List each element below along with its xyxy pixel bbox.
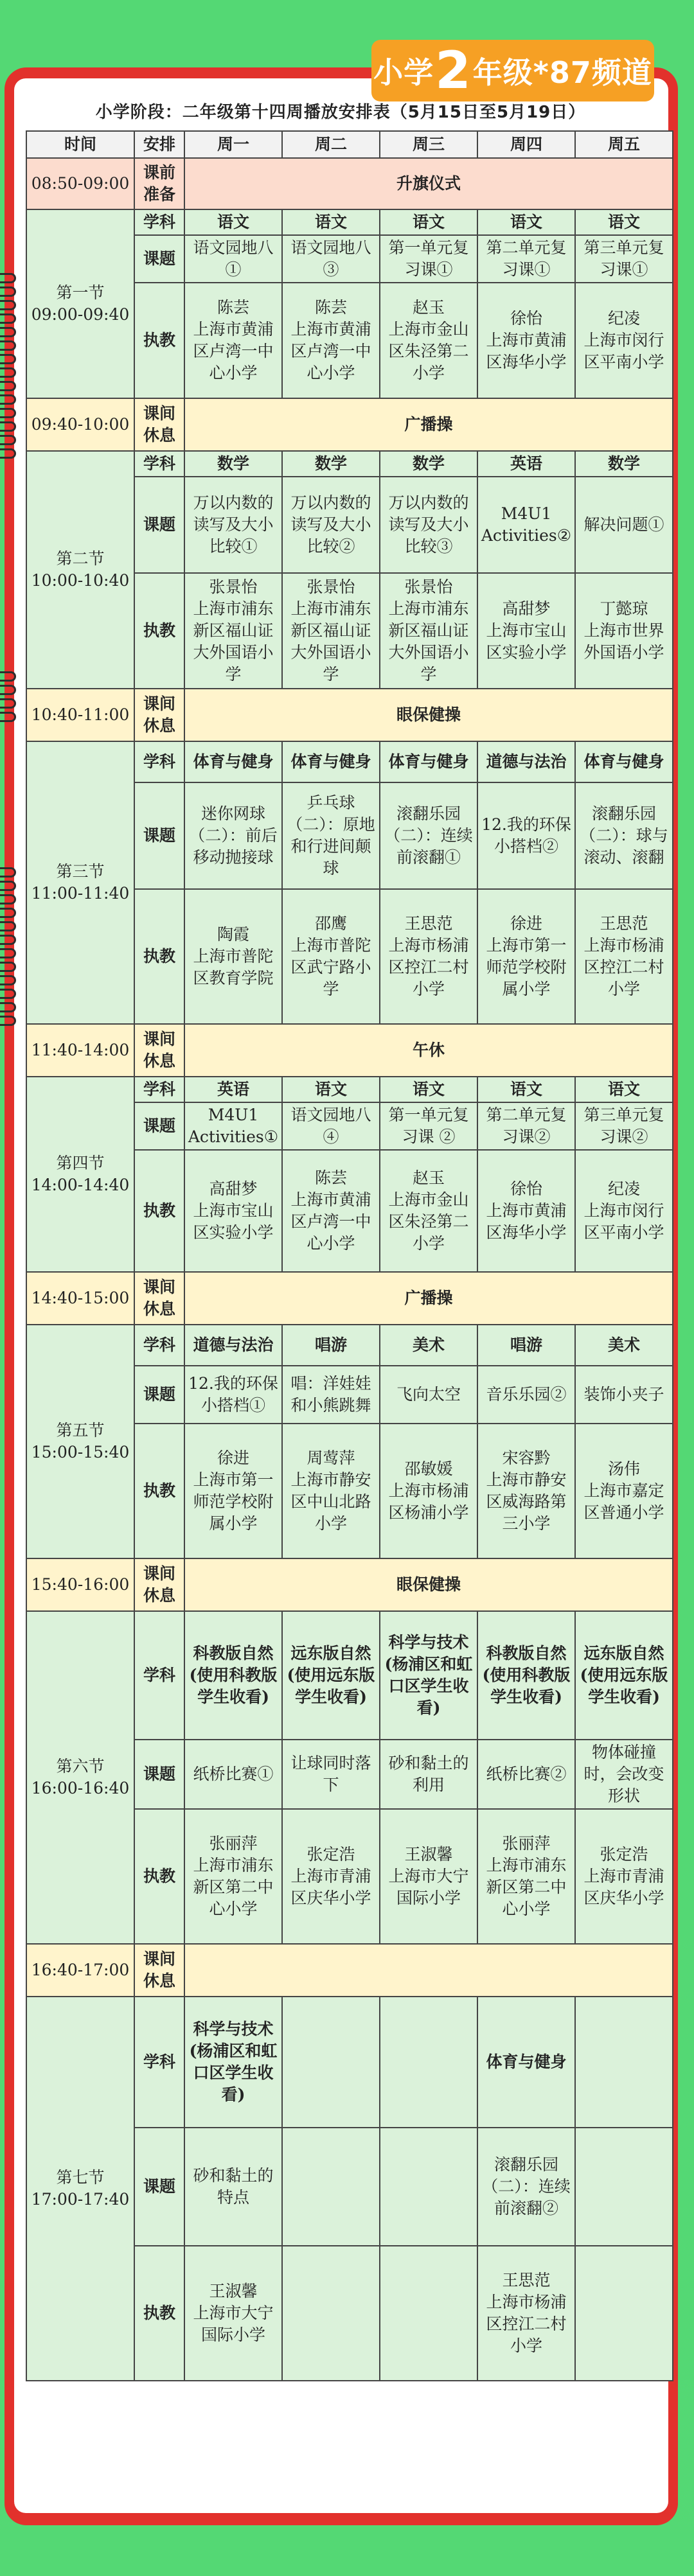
teacher-cell (282, 2246, 380, 2381)
activity-cell: 午休 (184, 1024, 673, 1077)
arrangement-cell: 课间休息 (134, 1272, 184, 1325)
flag-ceremony-row (26, 158, 673, 209)
topic-cell: 第一单元复习课 ② (380, 1102, 477, 1150)
period-time-cell: 第七节 17:00-17:40 (26, 1997, 134, 2381)
time-cell: 10:40-11:00 (26, 689, 134, 741)
column-header: 周一 (184, 131, 282, 158)
subject-cell: 语文 (282, 1077, 380, 1102)
subject-cell: 英语 (184, 1077, 282, 1102)
arrangement-cell: 课间休息 (134, 398, 184, 451)
topic-cell: 语文园地八① (184, 235, 282, 283)
column-header: 安排 (134, 131, 184, 158)
binder-rings-3 (0, 864, 18, 1029)
topic-cell: 12.我的环保小搭档② (477, 782, 575, 889)
teacher-cell: 徐怡 上海市黄浦区海华小学 (477, 283, 575, 398)
subject-cell: 科教版自然 (使用科教版学生收看) (477, 1611, 575, 1740)
break-row (26, 689, 673, 741)
row-label-cell: 课题 (134, 1102, 184, 1150)
period-row (26, 451, 673, 477)
row-label-cell: 学科 (134, 1997, 184, 2128)
topic-cell: 12.我的环保小搭档① (184, 1366, 282, 1424)
subject-cell: 科学与技术 (杨浦区和虹口区学生收看) (380, 1611, 477, 1740)
teacher-cell: 王思范 上海市杨浦区控江二村小学 (477, 2246, 575, 2381)
row-label-cell: 执教 (134, 573, 184, 689)
badge-suffix: 年级*87频道 (472, 55, 652, 90)
header-row (26, 131, 673, 158)
topic-cell: 装饰小夹子 (575, 1366, 673, 1424)
subject-cell: 体育与健身 (282, 741, 380, 782)
activity-cell (184, 1944, 673, 1997)
subject-cell: 远东版自然 (使用远东版学生收看) (575, 1611, 673, 1740)
topic-cell: 砂和黏土的特点 (184, 2128, 282, 2246)
row-label-cell: 学科 (134, 1611, 184, 1740)
topic-cell: 物体碰撞时，会改变形状 (575, 1740, 673, 1809)
subject-cell: 体育与健身 (575, 741, 673, 782)
subject-cell: 体育与健身 (477, 1997, 575, 2128)
topic-cell: 第三单元复习课① (575, 235, 673, 283)
activity-cell: 眼保健操 (184, 689, 673, 741)
topic-cell: 万以内数的读写及大小比较③ (380, 477, 477, 573)
row-label-cell: 学科 (134, 1325, 184, 1366)
subject-cell: 道德与法治 (184, 1325, 282, 1366)
topic-cell: 让球同时落下 (282, 1740, 380, 1809)
activity-cell: 广播操 (184, 1272, 673, 1325)
subject-cell (575, 1997, 673, 2128)
time-cell: 11:40-14:00 (26, 1024, 134, 1077)
arrangement-cell: 课间休息 (134, 1558, 184, 1611)
teacher-cell: 王淑馨 上海市大宁国际小学 (184, 2246, 282, 2381)
row-label-cell: 执教 (134, 283, 184, 398)
teacher-cell: 陶霞 上海市普陀区教育学院 (184, 889, 282, 1024)
subject-cell: 语文 (575, 209, 673, 235)
topic-cell: M4U1 Activities① (184, 1102, 282, 1150)
subject-cell: 语文 (575, 1077, 673, 1102)
teacher-cell: 王淑馨 上海市大宁国际小学 (380, 1809, 477, 1944)
period-time-cell: 第六节 16:00-16:40 (26, 1611, 134, 1944)
topic-cell: 解决问题① (575, 477, 673, 573)
teacher-cell: 丁懿琼 上海市世界外国语小学 (575, 573, 673, 689)
teacher-cell: 周莺萍 上海市静安区中山北路小学 (282, 1424, 380, 1558)
teacher-cell: 赵玉 上海市金山区朱泾第二小学 (380, 1150, 477, 1272)
topic-cell: 音乐乐园② (477, 1366, 575, 1424)
topic-cell: 唱：洋娃娃和小熊跳舞 (282, 1366, 380, 1424)
subject-cell: 英语 (477, 451, 575, 477)
subject-cell: 美术 (575, 1325, 673, 1366)
schedule-table (26, 130, 673, 2381)
teacher-cell: 徐进 上海市第一师范学校附属小学 (184, 1424, 282, 1558)
teacher-cell: 汤伟 上海市嘉定区普通小学 (575, 1424, 673, 1558)
teacher-cell: 张景怡 上海市浦东新区福山证大外国语小学 (282, 573, 380, 689)
teacher-cell: 徐怡 上海市黄浦区海华小学 (477, 1150, 575, 1272)
subject-cell: 数学 (575, 451, 673, 477)
topic-cell (282, 2128, 380, 2246)
column-header: 周二 (282, 131, 380, 158)
row-label-cell: 课题 (134, 235, 184, 283)
arrangement-cell: 课间休息 (134, 1944, 184, 1997)
topic-cell: 飞向太空 (380, 1366, 477, 1424)
teacher-cell (575, 2246, 673, 2381)
subject-cell: 远东版自然 (使用远东版学生收看) (282, 1611, 380, 1740)
row-label-cell: 课题 (134, 477, 184, 573)
subject-cell: 语文 (380, 209, 477, 235)
subject-cell: 语文 (477, 1077, 575, 1102)
subject-cell: 体育与健身 (184, 741, 282, 782)
topic-cell: 纸桥比赛② (477, 1740, 575, 1809)
teacher-cell (380, 2246, 477, 2381)
period-time-cell: 第一节 09:00-09:40 (26, 209, 134, 398)
subject-cell: 科教版自然 (使用科教版学生收看) (184, 1611, 282, 1740)
teacher-cell: 纪凌 上海市闵行区平南小学 (575, 1150, 673, 1272)
row-label-cell: 课题 (134, 2128, 184, 2246)
time-cell: 09:40-10:00 (26, 398, 134, 451)
period-row (26, 1997, 673, 2128)
period-row (26, 1077, 673, 1102)
teacher-cell: 邵鹰 上海市普陀区武宁路小学 (282, 889, 380, 1024)
subject-cell: 语文 (477, 209, 575, 235)
topic-cell: 语文园地八④ (282, 1102, 380, 1150)
teacher-cell: 宋容黔 上海市静安区威海路第三小学 (477, 1424, 575, 1558)
topic-cell: 第一单元复习课① (380, 235, 477, 283)
time-cell: 16:40-17:00 (26, 1944, 134, 1997)
subject-cell: 语文 (380, 1077, 477, 1102)
row-label-cell: 课题 (134, 1366, 184, 1424)
period-time-cell: 第三节 11:00-11:40 (26, 741, 134, 1024)
row-label-cell: 执教 (134, 1424, 184, 1558)
period-row (26, 1611, 673, 1740)
subject-cell: 数学 (380, 451, 477, 477)
subject-cell (380, 1997, 477, 2128)
teacher-cell: 高甜梦 上海市宝山区实验小学 (477, 573, 575, 689)
teacher-cell: 王思范 上海市杨浦区控江二村小学 (575, 889, 673, 1024)
topic-cell: M4U1 Activities② (477, 477, 575, 573)
subject-cell: 数学 (282, 451, 380, 477)
topic-cell: 砂和黏土的利用 (380, 1740, 477, 1809)
badge-grade: 2 (435, 40, 472, 100)
badge-prefix: 小学 (373, 55, 434, 90)
teacher-cell: 陈芸 上海市黄浦区卢湾一中心小学 (282, 283, 380, 398)
teacher-cell: 徐进 上海市第一师范学校附属小学 (477, 889, 575, 1024)
topic-cell: 万以内数的读写及大小比较② (282, 477, 380, 573)
arrangement-cell: 课前准备 (134, 158, 184, 209)
break-row (26, 1944, 673, 1997)
period-time-cell: 第五节 15:00-15:40 (26, 1325, 134, 1558)
row-label-cell: 学科 (134, 209, 184, 235)
teacher-cell: 张定浩 上海市青浦区庆华小学 (575, 1809, 673, 1944)
teacher-cell: 张景怡 上海市浦东新区福山证大外国语小学 (380, 573, 477, 689)
teacher-cell: 王思范 上海市杨浦区控江二村小学 (380, 889, 477, 1024)
row-label-cell: 课题 (134, 782, 184, 889)
row-label-cell: 学科 (134, 741, 184, 782)
topic-cell: 乒乓球（二）：原地和行进间颠球 (282, 782, 380, 889)
subject-cell: 唱游 (477, 1325, 575, 1366)
subject-cell: 科学与技术 (杨浦区和虹口区学生收看) (184, 1997, 282, 2128)
teacher-cell: 张丽萍 上海市浦东新区第二中心小学 (184, 1809, 282, 1944)
break-row (26, 1272, 673, 1325)
teacher-cell: 赵玉 上海市金山区朱泾第二小学 (380, 283, 477, 398)
row-label-cell: 学科 (134, 451, 184, 477)
subject-cell (282, 1997, 380, 2128)
break-row (26, 398, 673, 451)
column-header: 周四 (477, 131, 575, 158)
period-time-cell: 第二节 10:00-10:40 (26, 451, 134, 689)
teacher-cell: 张丽萍 上海市浦东新区第二中心小学 (477, 1809, 575, 1944)
subject-cell: 唱游 (282, 1325, 380, 1366)
teacher-cell: 张定浩 上海市青浦区庆华小学 (282, 1809, 380, 1944)
period-row (26, 741, 673, 782)
teacher-cell: 陈芸 上海市黄浦区卢湾一中心小学 (282, 1150, 380, 1272)
teacher-cell: 纪凌 上海市闵行区平南小学 (575, 283, 673, 398)
column-header: 周三 (380, 131, 477, 158)
topic-cell: 语文园地八③ (282, 235, 380, 283)
period-time-cell: 第四节 14:00-14:40 (26, 1077, 134, 1272)
topic-cell (575, 2128, 673, 2246)
row-label-cell: 执教 (134, 1809, 184, 1944)
time-cell: 15:40-16:00 (26, 1558, 134, 1611)
topic-cell: 纸桥比赛① (184, 1740, 282, 1809)
arrangement-cell: 课间休息 (134, 689, 184, 741)
teacher-cell: 邵敏媛 上海市杨浦区杨浦小学 (380, 1424, 477, 1558)
column-header: 时间 (26, 131, 134, 158)
row-label-cell: 学科 (134, 1077, 184, 1102)
activity-cell: 广播操 (184, 398, 673, 451)
period-row (26, 209, 673, 235)
topic-cell: 万以内数的读写及大小比较① (184, 477, 282, 573)
topic-cell: 滚翻乐园（二）：球与滚动、滚翻 (575, 782, 673, 889)
column-header: 周五 (575, 131, 673, 158)
break-row (26, 1024, 673, 1077)
topic-cell: 滚翻乐园（二）：连续前滚翻② (477, 2128, 575, 2246)
topic-cell: 迷你网球（二）：前后移动抛接球 (184, 782, 282, 889)
topic-cell: 第二单元复习课① (477, 235, 575, 283)
subject-cell: 美术 (380, 1325, 477, 1366)
subject-cell: 道德与法治 (477, 741, 575, 782)
grade-channel-badge (371, 40, 654, 101)
teacher-cell: 陈芸 上海市黄浦区卢湾一中心小学 (184, 283, 282, 398)
topic-cell: 滚翻乐园（二）：连续前滚翻① (380, 782, 477, 889)
activity-cell: 眼保健操 (184, 1558, 673, 1611)
topic-cell: 第二单元复习课② (477, 1102, 575, 1150)
page-title: 小学阶段：二年级第十四周播放安排表（5月15日至5月19日） (95, 103, 586, 122)
topic-cell: 第三单元复习课② (575, 1102, 673, 1150)
teacher-cell: 高甜梦 上海市宝山区实验小学 (184, 1150, 282, 1272)
row-label-cell: 课题 (134, 1740, 184, 1809)
time-cell: 08:50-09:00 (26, 158, 134, 209)
subject-cell: 语文 (184, 209, 282, 235)
period-row (26, 1325, 673, 1366)
activity-cell: 升旗仪式 (184, 158, 673, 209)
subject-cell: 语文 (282, 209, 380, 235)
break-row (26, 1558, 673, 1611)
row-label-cell: 执教 (134, 2246, 184, 2381)
binder-rings-2 (0, 668, 18, 725)
arrangement-cell: 课间休息 (134, 1024, 184, 1077)
teacher-cell: 张景怡 上海市浦东新区福山证大外国语小学 (184, 573, 282, 689)
subject-cell: 数学 (184, 451, 282, 477)
row-label-cell: 执教 (134, 1150, 184, 1272)
subject-cell: 体育与健身 (380, 741, 477, 782)
topic-cell (380, 2128, 477, 2246)
row-label-cell: 执教 (134, 889, 184, 1024)
binder-rings-1 (0, 270, 18, 462)
time-cell: 14:40-15:00 (26, 1272, 134, 1325)
